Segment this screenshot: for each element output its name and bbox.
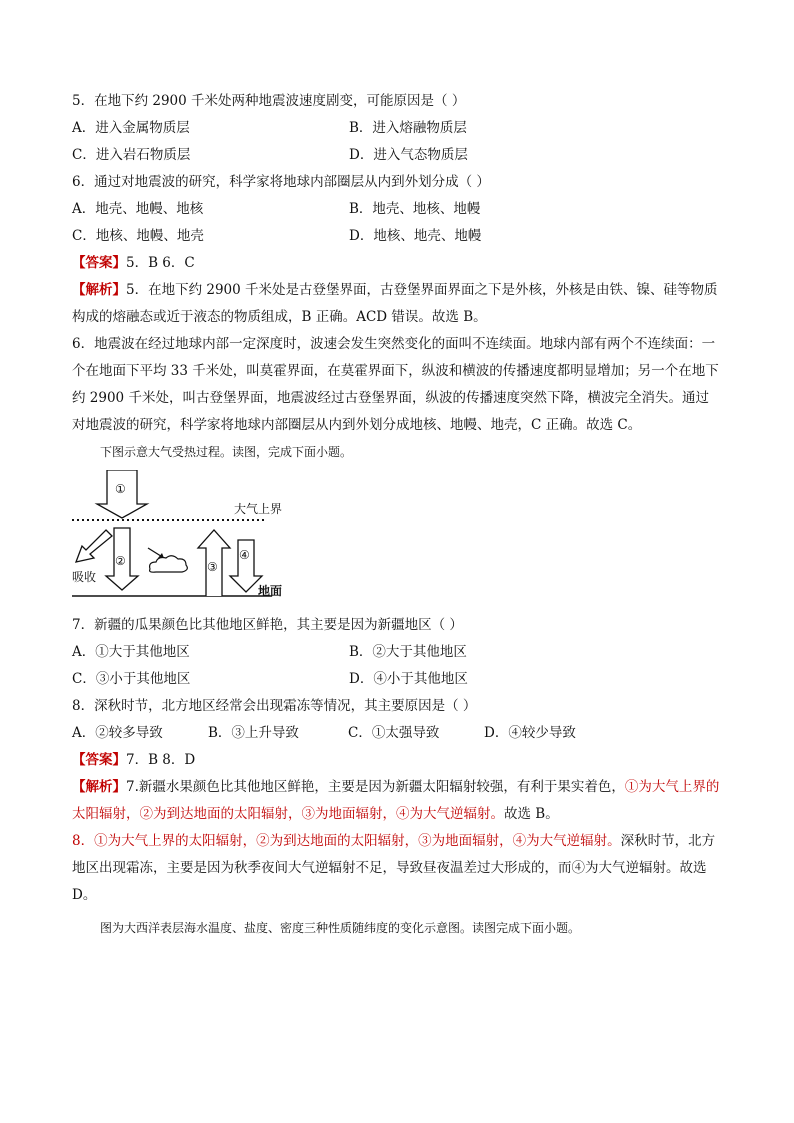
figure-1-intro: 下图示意大气受热过程。读图，完成下面小题。	[100, 445, 353, 459]
label-atmosphere-top: 大气上界	[234, 502, 283, 516]
atmosphere-heating-diagram	[72, 470, 372, 610]
label-4: ④	[239, 548, 250, 562]
explanation-5-text: 5．在地下约 2900 千米处是古登堡界面，古登堡界面界面之下是外核，外核是由铁、镍、硅等物质构成的熔融态或近于液态的物质组成，B 正确。ACD 错误。故选 B。	[72, 282, 718, 325]
figure-2-intro: 图为大西洋表层海水温度、盐度、密度三种性质随纬度的变化示意图。读图完成下面小题。	[100, 921, 581, 935]
answer-block-1	[72, 250, 722, 277]
explanation-6: 6．地震波在经过地球内部一定深度时，波速会发生突然变化的面叫不连续面。地球内部有两个不连续面：一个在地面下平均 33 千米处，叫莫霍界面，在莫霍界面下，纵波和横波的传播速度都明显增加；另一个在地下约 2900 千米处，叫古登堡界面，地震波经过古登堡界面，纵波的传播速度突然下降，横波完全消失。通过对地震波的研究，科学家将地球内部圈层从内到外划分成地核、地幔、地壳，C 正确。故选 C。	[72, 336, 719, 433]
q5-options-row2	[72, 142, 722, 169]
q5-option-b: B．进入熔融物质层	[349, 120, 467, 136]
answer-tag-2: 【答案】	[72, 752, 126, 768]
explanation-8-text-a: 8．①为大气上界的太阳辐射，②为到达地面的太阳辐射，③为地面辐射，④为大气逆辐射。	[72, 833, 621, 849]
q8-option-b: B．③上升导致	[208, 725, 299, 741]
label-ground: 地面	[258, 584, 283, 598]
cloud-icon	[150, 556, 188, 572]
explanation-7-text-a: 7.新疆水果颜色比其他地区鲜艳，主要是因为新疆太阳辐射较强，有利于果实着色，	[126, 779, 625, 795]
q7-options-row1	[72, 639, 722, 666]
answer-block-2	[72, 747, 722, 774]
q6-options-row1	[72, 196, 722, 223]
q6-option-c: C．地核、地幔、地壳	[72, 228, 204, 244]
q7-option-c: C．③小于其他地区	[72, 671, 191, 687]
explanation-7-text-b: ①为大气上界的太阳辐射，②为到达地面的太阳辐射，③为地面辐射，④为大气逆辐射。	[72, 779, 720, 822]
q6-option-b: B．地壳、地核、地幔	[349, 201, 481, 217]
q6-stem: 6．通过对地震波的研究，科学家将地球内部圈层从内到外划分成（ ）	[72, 174, 490, 190]
q8-stem: 8．深秋时节，北方地区经常会出现霜冻等情况，其主要原因是（ ）	[72, 698, 477, 714]
explanation-5	[72, 277, 722, 331]
explanation-8	[72, 828, 722, 909]
label-3: ③	[207, 560, 218, 574]
q5-option-d: D．进入气态物质层	[349, 147, 468, 163]
q6-options-row2	[72, 223, 722, 250]
answer-text: 5．B 6．C	[126, 255, 195, 271]
document-page	[72, 88, 722, 942]
absorb-arrow	[76, 530, 112, 562]
q7-stem: 7．新疆的瓜果颜色比其他地区鲜艳，其主要是因为新疆地区（ ）	[72, 617, 463, 633]
q5-option-a: A．进入金属物质层	[72, 120, 190, 136]
q8-option-c: C．①太强导致	[348, 725, 440, 741]
q7-options-row2	[72, 666, 722, 693]
explanation-tag: 【解析】	[72, 282, 126, 298]
q7-option-b: B．②大于其他地区	[349, 644, 467, 660]
q7-option-d: D．④小于其他地区	[349, 671, 468, 687]
label-absorb: 吸收	[72, 570, 97, 584]
explanation-7	[72, 774, 722, 828]
explanation-tag-2: 【解析】	[72, 779, 126, 795]
q6-option-d: D．地核、地壳、地幔	[349, 228, 482, 244]
label-1: ①	[115, 482, 126, 496]
q5-options-row1	[72, 115, 722, 142]
q8-options-row	[72, 720, 722, 747]
answer-text-2: 7．B 8．D	[126, 752, 196, 768]
label-2: ②	[115, 554, 126, 568]
q8-option-a: A．②较多导致	[72, 725, 163, 741]
q5-stem: 5．在地下约 2900 千米处两种地震波速度剧变，可能原因是（ ）	[72, 93, 466, 109]
q8-option-d: D．④较少导致	[484, 725, 576, 741]
q5-option-c: C．进入岩石物质层	[72, 147, 191, 163]
q7-option-a: A．①大于其他地区	[72, 644, 190, 660]
explanation-8-text-b: 深秋时节，北方地区出现霜冻，主要是因为秋季夜间大气逆辐射不足，导致昼夜温差过大形成的，而④为大气逆辐射。故选 D。	[72, 833, 716, 903]
q6-option-a: A．地壳、地幔、地核	[72, 201, 204, 217]
answer-tag: 【答案】	[72, 255, 126, 271]
explanation-7-text-c: 故选 B。	[504, 806, 559, 822]
